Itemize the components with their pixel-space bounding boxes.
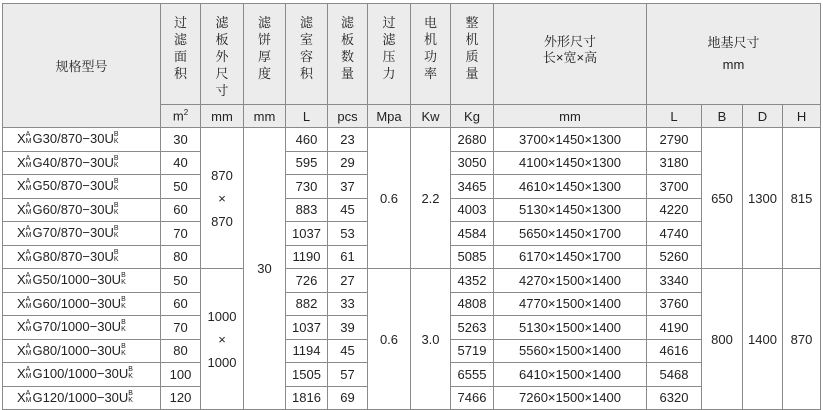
- model-prefix-marks: [26, 272, 32, 286]
- model-prefix-marks: [26, 296, 32, 310]
- model-suffix-marks: [128, 390, 133, 404]
- plate-size-part: ×: [218, 331, 226, 347]
- dims-cell: 4100×1450×1300: [494, 151, 647, 175]
- dims-cell: 5130×1450×1300: [494, 198, 647, 222]
- foundation-L-cell: 4220: [647, 198, 702, 222]
- mark-sup: B: [113, 248, 119, 256]
- foundation-L-cell: 3760: [647, 292, 702, 316]
- pressure-cell: 0.6: [368, 128, 411, 269]
- mark-sup: B: [113, 154, 119, 162]
- weight-cell: 3465: [451, 175, 494, 199]
- model-cell: [3, 151, 161, 175]
- volume-char: 室: [299, 32, 313, 47]
- dims-cell: 5650×1450×1700: [494, 222, 647, 246]
- unit-weight: Kg: [451, 105, 494, 128]
- foundation-L-cell: 4616: [647, 339, 702, 363]
- foundation-L-cell: 5260: [647, 245, 702, 269]
- mark-sub: K: [128, 373, 133, 381]
- mark-sub: K: [113, 208, 119, 216]
- model-suffix-marks: [121, 319, 126, 333]
- plates-label: [328, 14, 367, 82]
- header-area: [161, 4, 201, 105]
- plates-char: 滤: [340, 15, 354, 30]
- plates-char: 数: [340, 49, 354, 64]
- unit-pressure: Mpa: [368, 105, 411, 128]
- plate-size-part: ×: [218, 190, 226, 206]
- mark-sub: M: [25, 208, 32, 216]
- dims-cell: 6410×1500×1400: [494, 363, 647, 387]
- model-name: G60/870−30U: [32, 201, 114, 217]
- weight-cell: 7466: [451, 386, 494, 410]
- model-prefix: X: [17, 154, 26, 170]
- dims-cell: 3700×1450×1300: [494, 128, 647, 152]
- volume-cell: 883: [286, 198, 328, 222]
- foundation-L-cell: 5468: [647, 363, 702, 387]
- header-dims: [494, 4, 647, 105]
- header-foundation: [647, 4, 821, 105]
- mark-sub: M: [25, 326, 32, 334]
- mark-sup: A: [25, 248, 31, 256]
- weight-char: 量: [465, 66, 479, 81]
- model-prefix-marks: [26, 202, 32, 216]
- volume-cell: 595: [286, 151, 328, 175]
- mark-sup: A: [25, 201, 31, 209]
- header-weight: [451, 4, 494, 105]
- mark-sup: A: [25, 366, 31, 374]
- model-suffix-marks: [114, 131, 119, 145]
- model-name: G80/1000−30U: [32, 342, 122, 358]
- plates-cell: 27: [328, 269, 368, 293]
- mark-sub: M: [25, 279, 32, 287]
- plates-cell: 37: [328, 175, 368, 199]
- foundation-L-cell: 3340: [647, 269, 702, 293]
- area-cell: 70: [161, 222, 201, 246]
- plate_size-char: 滤: [215, 15, 229, 30]
- area-cell: 120: [161, 386, 201, 410]
- area-cell: 40: [161, 151, 201, 175]
- model-cell: [3, 316, 161, 340]
- foundation-B-cell: 800: [702, 269, 743, 410]
- area-cell: 100: [161, 363, 201, 387]
- weight-cell: 4352: [451, 269, 494, 293]
- plate-size-part: 1000: [207, 354, 237, 370]
- foundation-L-cell: 4740: [647, 222, 702, 246]
- model-suffix-marks: [114, 225, 119, 239]
- cake-label: [244, 14, 285, 82]
- area-cell: 80: [161, 245, 201, 269]
- dims-cell: 7260×1500×1400: [494, 386, 647, 410]
- plate_size-char: 寸: [215, 83, 229, 98]
- area-cell: 50: [161, 269, 201, 293]
- mark-sub: M: [25, 373, 32, 381]
- mark-sup: A: [25, 178, 31, 186]
- plate_size-label: [201, 14, 243, 99]
- mark-sub: K: [128, 396, 133, 404]
- model-suffix-marks: [121, 272, 126, 286]
- model-prefix-marks: [26, 319, 32, 333]
- model-suffix-marks: [128, 366, 133, 380]
- mark-sub: K: [113, 138, 119, 146]
- model-prefix: X: [17, 366, 26, 382]
- header-plates: [328, 4, 368, 105]
- foundation-L-cell: 6320: [647, 386, 702, 410]
- weight-cell: 5719: [451, 339, 494, 363]
- unit-foundation-L: L: [647, 105, 702, 128]
- plate-size-value: [201, 305, 243, 374]
- model-suffix-marks: [114, 202, 119, 216]
- mark-sup: A: [25, 225, 31, 233]
- cake-char: 滤: [257, 15, 271, 30]
- foundation-L-cell: 3180: [647, 151, 702, 175]
- cake-char: 饼: [257, 32, 271, 47]
- mark-sub: M: [25, 138, 32, 146]
- area-cell: 80: [161, 339, 201, 363]
- mark-sub: K: [121, 326, 126, 334]
- unit-plates: pcs: [328, 105, 368, 128]
- unit-cake: mm: [244, 105, 286, 128]
- plates-cell: 39: [328, 316, 368, 340]
- volume-cell: 1505: [286, 363, 328, 387]
- mark-sup: B: [121, 319, 126, 327]
- weight-cell: 2680: [451, 128, 494, 152]
- power-char: 机: [423, 32, 437, 47]
- mark-sup: A: [25, 342, 31, 350]
- power-label: [411, 14, 450, 82]
- model-name: G120/1000−30U: [32, 389, 129, 405]
- volume-cell: 1037: [286, 222, 328, 246]
- volume-cell: 460: [286, 128, 328, 152]
- power-cell: 3.0: [411, 269, 451, 410]
- model-prefix-marks: [26, 178, 32, 192]
- spec-table: [2, 3, 821, 410]
- mark-sub: K: [121, 279, 126, 287]
- model-suffix-marks: [114, 249, 119, 263]
- plates-cell: 33: [328, 292, 368, 316]
- table-row: [3, 128, 821, 152]
- mark-sub: M: [25, 185, 32, 193]
- model-cell: [3, 222, 161, 246]
- plates-char: 板: [340, 32, 354, 47]
- weight-cell: 4584: [451, 222, 494, 246]
- mark-sup: A: [25, 389, 31, 397]
- plate-size-part: 1000: [207, 308, 237, 324]
- model-name: G80/870−30U: [32, 248, 114, 264]
- mark-sub: M: [25, 396, 32, 404]
- dims-title: 外形尺寸: [543, 34, 596, 49]
- area-label: [161, 14, 200, 82]
- area-char: 过: [173, 15, 187, 30]
- cake-char: 厚: [257, 49, 271, 64]
- model-suffix-marks: [114, 155, 119, 169]
- area-cell: 30: [161, 128, 201, 152]
- model-name: G100/1000−30U: [32, 366, 129, 382]
- unit-area-sup: 2: [183, 108, 189, 118]
- plates-cell: 45: [328, 198, 368, 222]
- model-suffix-marks: [114, 178, 119, 192]
- plate-size-value: [201, 164, 243, 233]
- model-suffix-marks: [121, 296, 126, 310]
- model-cell: [3, 128, 161, 152]
- dims-cell: 4270×1500×1400: [494, 269, 647, 293]
- mark-sup: A: [25, 319, 31, 327]
- weight-char: 整: [465, 15, 479, 30]
- model-name: G30/870−30U: [32, 131, 114, 147]
- weight-cell: 3050: [451, 151, 494, 175]
- volume-cell: 1190: [286, 245, 328, 269]
- volume-cell: 882: [286, 292, 328, 316]
- model-prefix-marks: [26, 366, 32, 380]
- mark-sup: B: [113, 201, 119, 209]
- foundation-H-cell: 815: [783, 128, 821, 269]
- foundation-L-cell: 3700: [647, 175, 702, 199]
- mark-sup: B: [113, 178, 119, 186]
- model-prefix-marks: [26, 225, 32, 239]
- volume-char: 积: [299, 66, 313, 81]
- weight-cell: 6555: [451, 363, 494, 387]
- mark-sub: M: [25, 302, 32, 310]
- foundation-L-cell: 4190: [647, 316, 702, 340]
- area-char: 滤: [173, 32, 187, 47]
- plate_size-char: 尺: [215, 66, 229, 81]
- header-pressure: [368, 4, 411, 105]
- mark-sup: B: [121, 295, 126, 303]
- plates-cell: 53: [328, 222, 368, 246]
- table-row: [3, 269, 821, 293]
- mark-sup: B: [121, 272, 126, 280]
- power-char: 率: [423, 66, 437, 81]
- weight-label: [451, 14, 493, 82]
- weight-cell: 5263: [451, 316, 494, 340]
- dims-subtitle: 长×宽×高: [542, 50, 598, 65]
- plate_size-char: 外: [215, 49, 229, 64]
- dims-cell: 4770×1500×1400: [494, 292, 647, 316]
- header-power: [411, 4, 451, 105]
- model-prefix: X: [17, 131, 26, 147]
- plate-size-cell: [201, 269, 244, 410]
- mark-sup: B: [128, 366, 133, 374]
- pressure-char: 压: [382, 49, 396, 64]
- mark-sub: M: [25, 349, 32, 357]
- plates-cell: 45: [328, 339, 368, 363]
- model-name: G50/1000−30U: [32, 272, 122, 288]
- volume-cell: 726: [286, 269, 328, 293]
- unit-volume: L: [286, 105, 328, 128]
- cake-char: 度: [257, 66, 271, 81]
- mark-sub: K: [113, 185, 119, 193]
- model-prefix-marks: [26, 343, 32, 357]
- unit-plate_size: mm: [201, 105, 244, 128]
- plates-cell: 69: [328, 386, 368, 410]
- pressure-label: [368, 14, 410, 82]
- weight-cell: 4808: [451, 292, 494, 316]
- volume-cell: 1194: [286, 339, 328, 363]
- model-name: G70/870−30U: [32, 225, 114, 241]
- pressure-char: 过: [382, 15, 396, 30]
- mark-sub: K: [113, 232, 119, 240]
- power-cell: 2.2: [411, 128, 451, 269]
- foundation-unit: mm: [722, 57, 745, 72]
- plate-size-part: 870: [211, 167, 233, 183]
- header-volume: [286, 4, 328, 105]
- model-prefix-marks: [26, 249, 32, 263]
- area-cell: 50: [161, 175, 201, 199]
- model-prefix: X: [17, 272, 26, 288]
- model-prefix: X: [17, 389, 26, 405]
- dims-cell: 5560×1500×1400: [494, 339, 647, 363]
- model-prefix-marks: [26, 390, 32, 404]
- volume-cell: 1816: [286, 386, 328, 410]
- weight-cell: 5085: [451, 245, 494, 269]
- plates-cell: 29: [328, 151, 368, 175]
- header-row: [3, 4, 821, 105]
- foundation-B-cell: 650: [702, 128, 743, 269]
- mark-sub: M: [25, 255, 32, 263]
- model-prefix: X: [17, 178, 26, 194]
- mark-sup: A: [25, 295, 31, 303]
- pressure-char: 力: [382, 66, 396, 81]
- unit-foundation-D: D: [743, 105, 783, 128]
- foundation-title: 地基尺寸: [707, 35, 760, 50]
- foundation-L-cell: 2790: [647, 128, 702, 152]
- mark-sub: M: [25, 232, 32, 240]
- plates-cell: 57: [328, 363, 368, 387]
- weight-cell: 4003: [451, 198, 494, 222]
- area-cell: 60: [161, 292, 201, 316]
- mark-sub: K: [121, 302, 126, 310]
- header-model: 规格型号: [3, 4, 161, 128]
- area-cell: 60: [161, 198, 201, 222]
- model-name: G40/870−30U: [32, 154, 114, 170]
- plate-size-cell: [201, 128, 244, 269]
- mark-sup: A: [25, 272, 31, 280]
- mark-sup: A: [25, 154, 31, 162]
- mark-sup: A: [25, 131, 31, 139]
- model-cell: [3, 175, 161, 199]
- mark-sup: B: [128, 389, 133, 397]
- volume-char: 容: [299, 49, 313, 64]
- pressure-cell: 0.6: [368, 269, 411, 410]
- area-cell: 70: [161, 316, 201, 340]
- plate-size-part: 870: [211, 213, 233, 229]
- model-suffix-marks: [121, 343, 126, 357]
- cake-thickness-cell: 30: [244, 128, 286, 410]
- area-char: 积: [173, 66, 187, 81]
- unit-power: Kw: [411, 105, 451, 128]
- model-name: G60/1000−30U: [32, 295, 122, 311]
- model-prefix: X: [17, 201, 26, 217]
- model-prefix: X: [17, 225, 26, 241]
- model-name: G50/870−30U: [32, 178, 114, 194]
- model-prefix: X: [17, 342, 26, 358]
- mark-sub: K: [121, 349, 126, 357]
- unit-area-text: m: [172, 108, 184, 124]
- model-prefix-marks: [26, 155, 32, 169]
- pressure-char: 滤: [382, 32, 396, 47]
- model-cell: [3, 363, 161, 387]
- model-cell: [3, 245, 161, 269]
- model-prefix: X: [17, 248, 26, 264]
- mark-sub: K: [113, 161, 119, 169]
- foundation-D-cell: 1300: [743, 128, 783, 269]
- unit-foundation-H: H: [783, 105, 821, 128]
- model-prefix-marks: [26, 131, 32, 145]
- unit-dims: mm: [494, 105, 647, 128]
- model-cell: [3, 269, 161, 293]
- unit-foundation-B: B: [702, 105, 743, 128]
- dims-cell: 6170×1450×1700: [494, 245, 647, 269]
- model-cell: [3, 292, 161, 316]
- mark-sup: B: [113, 131, 119, 139]
- volume-char: 滤: [299, 15, 313, 30]
- plates-cell: 23: [328, 128, 368, 152]
- volume-cell: 730: [286, 175, 328, 199]
- power-char: 功: [423, 49, 437, 64]
- model-name: G70/1000−30U: [32, 319, 122, 335]
- weight-char: 机: [465, 32, 479, 47]
- unit-area: [161, 105, 201, 128]
- foundation-H-cell: 870: [783, 269, 821, 410]
- volume-label: [286, 14, 327, 82]
- plate_size-char: 板: [215, 32, 229, 47]
- header-cake: [244, 4, 286, 105]
- power-char: 电: [423, 15, 437, 30]
- area-char: 面: [173, 49, 187, 64]
- model-cell: [3, 339, 161, 363]
- model-prefix: X: [17, 319, 26, 335]
- mark-sub: K: [113, 255, 119, 263]
- mark-sup: B: [113, 225, 119, 233]
- mark-sup: B: [121, 342, 126, 350]
- plates-char: 量: [340, 66, 354, 81]
- model-prefix: X: [17, 295, 26, 311]
- model-cell: [3, 386, 161, 410]
- foundation-D-cell: 1400: [743, 269, 783, 410]
- dims-cell: 5130×1500×1400: [494, 316, 647, 340]
- weight-char: 质: [465, 49, 479, 64]
- plates-cell: 61: [328, 245, 368, 269]
- volume-cell: 1037: [286, 316, 328, 340]
- header-plate_size: [201, 4, 244, 105]
- dims-cell: 4610×1450×1300: [494, 175, 647, 199]
- model-cell: [3, 198, 161, 222]
- mark-sub: M: [25, 161, 32, 169]
